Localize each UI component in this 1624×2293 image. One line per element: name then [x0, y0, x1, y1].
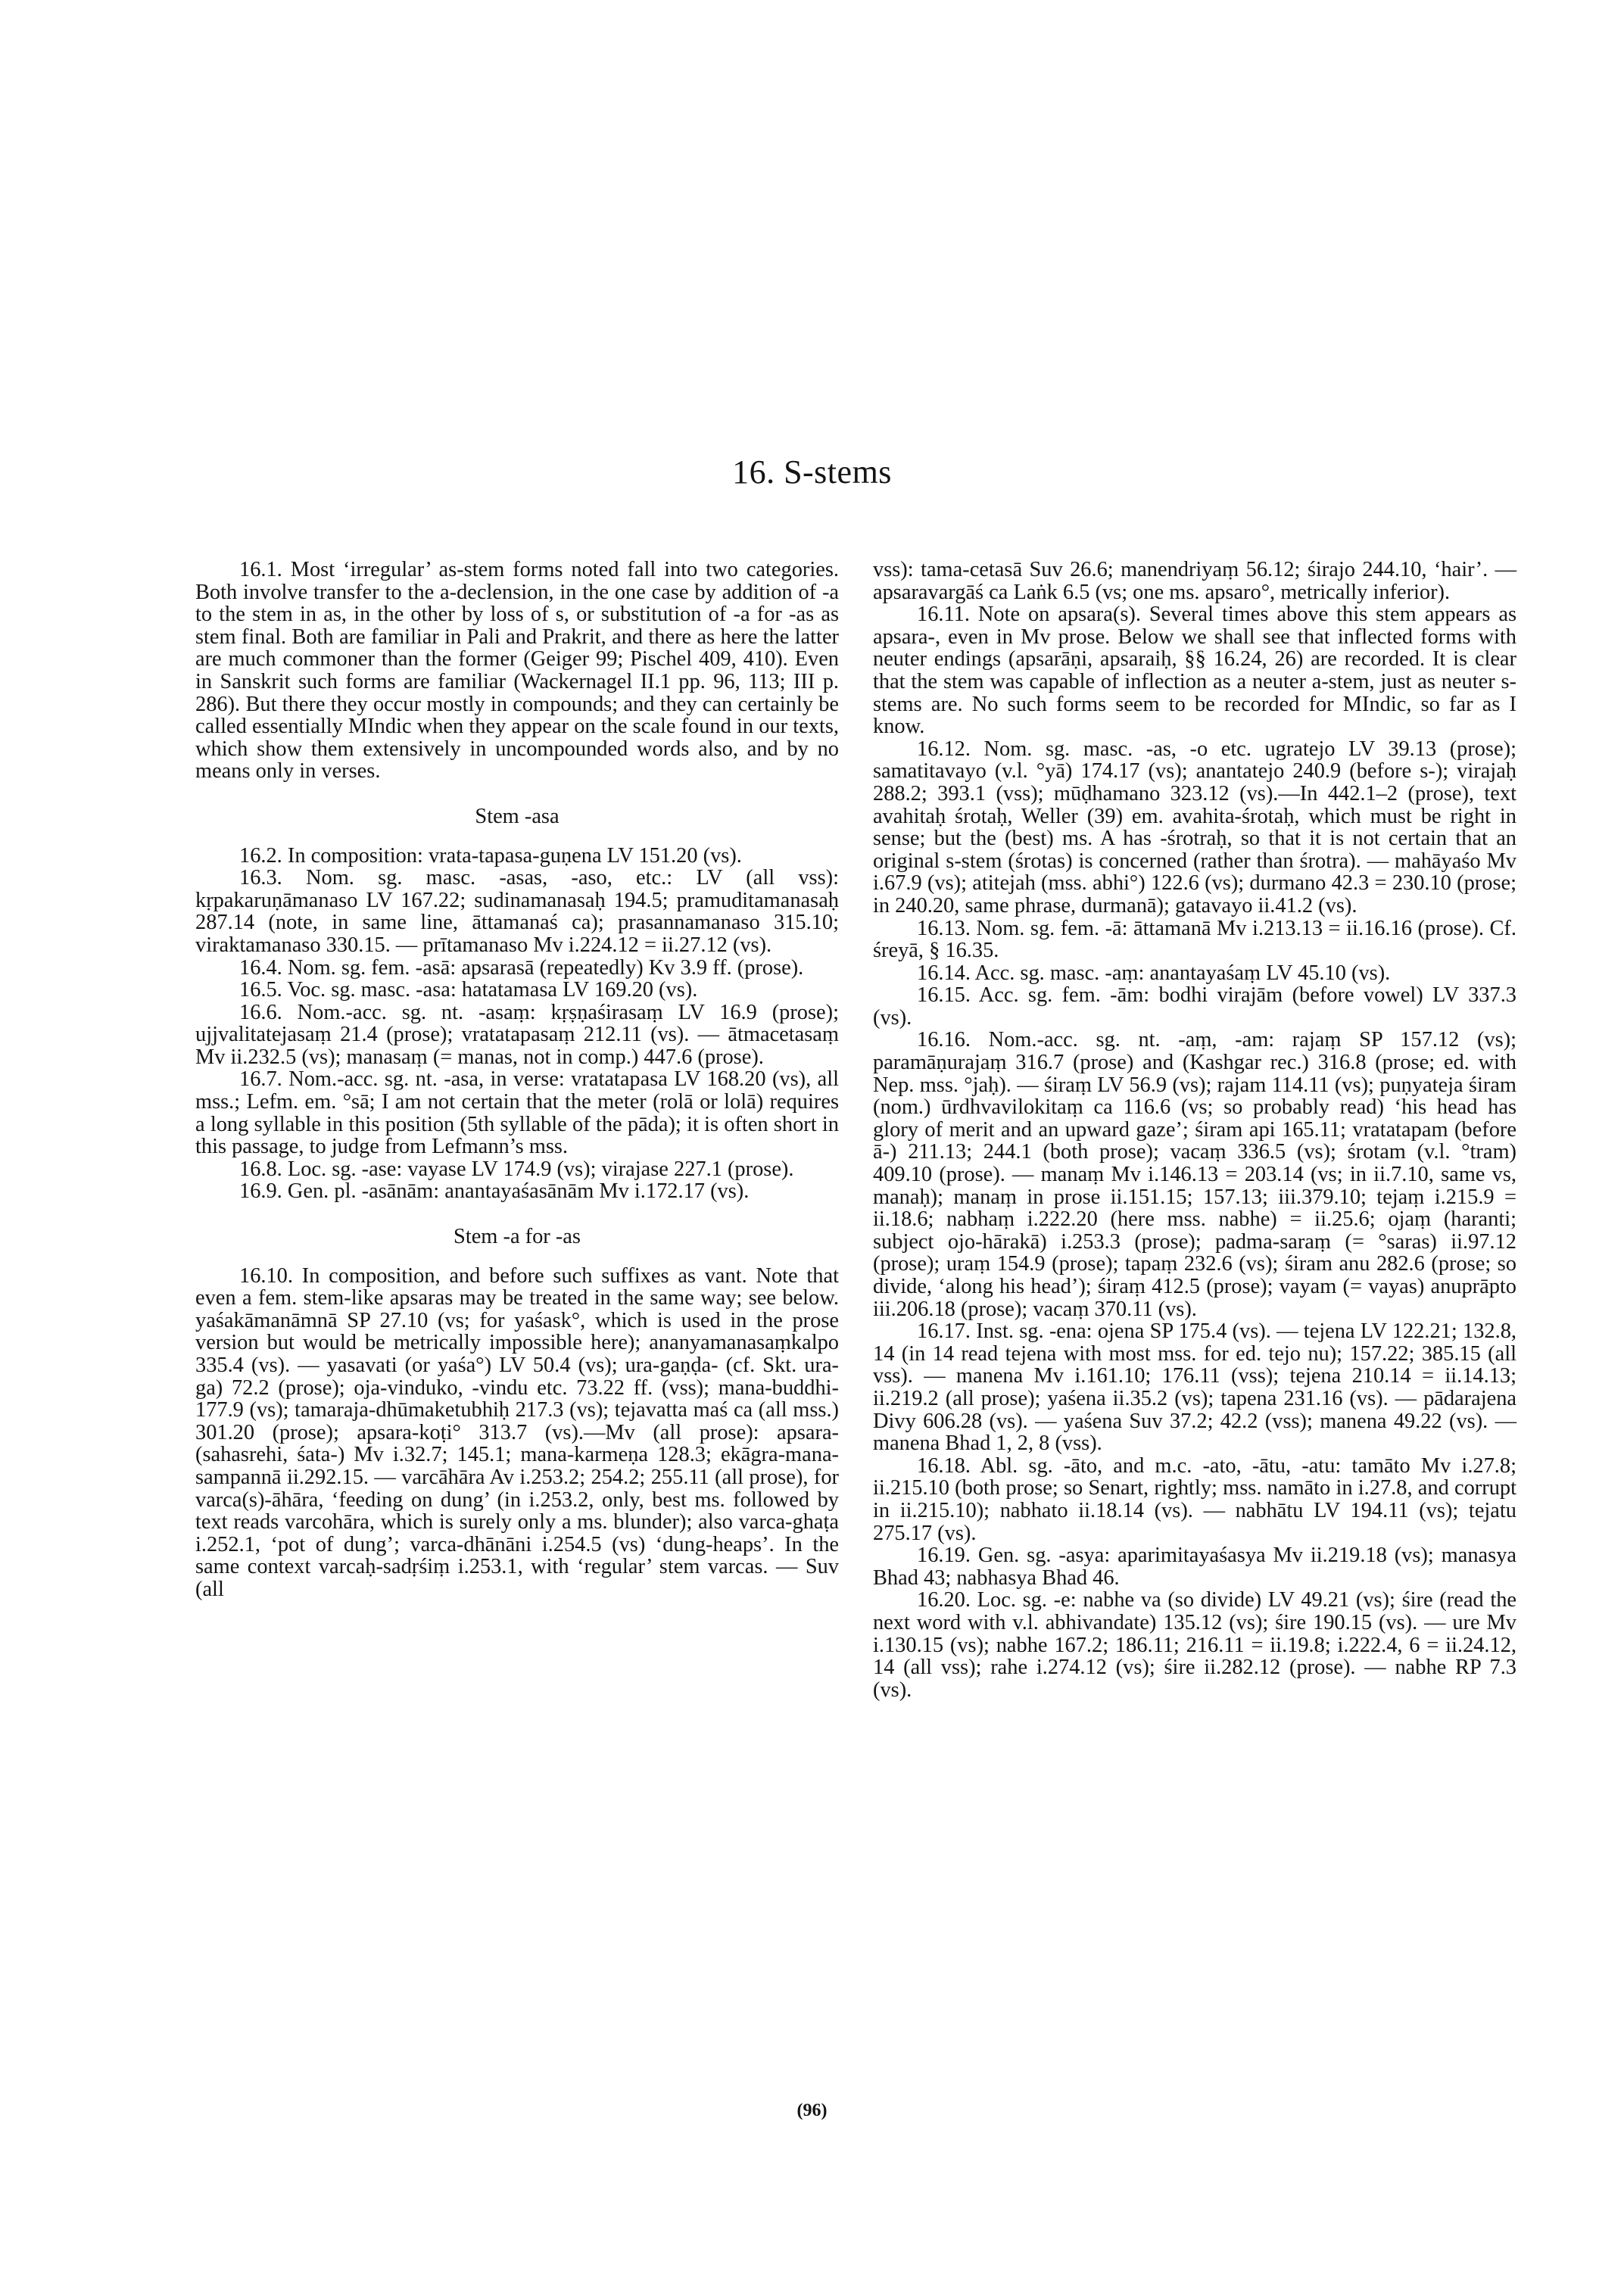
- paragraph-16-17: 16.17. Inst. sg. -ena: ojena SP 175.4 (vs). — tejena LV 122.21; 132.8, 14 (in 14 read tejena with most mss. for ed. tejo nu); 157.22; 385.15 (all vss). — manena Mv i.161.10; 176.11 (vss); tejena 210.14 = ii.14.13; ii.219.2 (all prose); yaśena ii.35.2 (vs); tapena 231.16 (vs). — pādarajena Divy 606.28 (vs). — yaśena Suv 37.2; 42.2 (vss); manena 49.22 (vs). — manena Bhad 1, 2, 8 (vss).: [873, 1319, 1516, 1456]
- paragraph-16-14: 16.14. Acc. sg. masc. -aṃ: anantayaśaṃ LV 45.10 (vs).: [917, 961, 1391, 985]
- paragraph-16-2: 16.2. In composition: vrata-tapasa-guṇena LV 151.20 (vs).: [239, 843, 742, 868]
- paragraph-16-20: 16.20. Loc. sg. -e: nabhe va (so divide) LV 49.21 (vs); śire (read the next word with v.l. abhivandate) 135.12 (vs); śire 190.15 (vs). — ure Mv i.130.15 (vs); nabhe 167.2; 186.11; 216.11 = ii.19.8; i.222.4, 6 = ii.24.12, 14 (all vss); rahe i.274.12 (vs); śire ii.282.12 (prose). — nabhe RP 7.3 (vs).: [873, 1588, 1516, 1702]
- paragraph-16-15: 16.15. Acc. sg. fem. -ām: bodhi virajām (before vowel) LV 337.3 (vs).: [873, 983, 1516, 1030]
- paragraph-16-10: 16.10. In composition, and before such suffixes as vant. Note that even a fem. stem-like apsaras may be treated in the same way; see below. yaśakāmanāmnā SP 27.10 (vs; for yaśask°, which is used in the prose version but would be metrically impossible here); ananyamanasaṃkalpo 335.4 (vs). — yasavati (or yaśa°) LV 50.4 (vs); ura-gaṇḍa- (cf. Skt. ura-ga) 72.2 (prose); oja-vinduko, -vindu etc. 73.22 ff. (vss); mana-buddhi- 177.9 (vs); tamaraja-dhūmaketubhiḥ 217.3 (vs); tejavatta maś ca (all mss.) 301.20 (prose); apsara-koṭi° 313.7 (vs).—Mv (all prose): apsara-(sahasrehi, śata-) Mv i.32.7; 145.1; mana-karmeṇa 128.3; ekāgra-mana-sampannā ii.292.15. — varcāhāra Av i.253.2; 254.2; 255.11 (all prose), for varca(s)-āhāra, ‘feeding on dung’ (in i.253.2, only, best ms. followed by text reads varcohāra, which is surely only a ms. blunder); also varca-ghaṭa i.252.1, ‘pot of dung’; varca-dhānāni i.254.5 (vs) ‘dung-heaps’. In the same context varcaḥ-sadṛśiṃ i.253.1, with ‘regular’ stem varcas. — Suv (all: [195, 1263, 839, 1601]
- page-number: (96): [796, 2101, 828, 2120]
- left-column: [195, 559, 839, 1601]
- paragraph-16-16: 16.16. Nom.-acc. sg. nt. -aṃ, -am: rajaṃ SP 157.12 (vs); paramāṇurajaṃ 316.7 (prose) and (Kashgar rec.) 316.8 (prose; ed. with Nep. mss. °jaḥ). — śiraṃ LV 56.9 (vs); rajam 114.11 (vs); puṇyateja śiram (nom.) ūrdhvavilokitaṃ ca 116.6 (vs; so probably read) ‘his head has glory of merit and an upward gaze’; śiram api 165.11; vratatapam (before ā-) 211.13; 244.1 (both prose); vacaṃ 336.5 (vs); śrotam (v.l. °tram) 409.10 (prose). — manaṃ Mv i.146.13 = 203.14 (vs; in ii.7.10, same vs, manaḥ); manaṃ in prose ii.151.15; 157.13; iii.379.10; tejaṃ i.215.9 = ii.18.6; nabhaṃ i.222.20 (here mss. nabhe) = ii.25.6; ojaṃ (haranti; subject ojo-hārakā) i.253.3 (prose); padma-saraṃ (= °saras) ii.97.12 (prose); uraṃ 154.9 (prose); tapaṃ 232.6 (vs); śiram anu 282.6 (prose; so divide, ‘along his head’); śiraṃ 412.5 (prose); vayam (= vayas) anuprāpto iii.206.18 (prose); vacaṃ 370.11 (vs).: [873, 1028, 1516, 1321]
- paragraph-16-9: 16.9. Gen. pl. -asānām: anantayaśasānām Mv i.172.17 (vs).: [239, 1179, 750, 1204]
- paragraph-16-1: 16.1. Most ‘irregular’ as-stem forms noted fall into two categories. Both involve transfer to the a-declension, in the one case by addition of -a to the stem in as, in the other by loss of s, or substitution of -a for -as as stem final. Both are familiar in Pali and Prakrit, and there as here the latter are much commoner than the former (Geiger 99; Pischel 409, 410). Even in Sanskrit such forms are familiar (Wackernagel II.1 pp. 96, 113; III p. 286). But there they occur mostly in compounds; and they can certainly be called essentially MIndic when they appear on the scale found in our texts, which show them extensively in uncompounded words also, and by no means only in verses.: [195, 558, 839, 784]
- paragraph-16-11: 16.11. Note on apsara(s). Several times above this stem appears as apsara-, even in Mv prose. Below we shall see that inflected forms with neuter endings (apsarāṇi, apsaraiḥ, §§ 16.24, 26) are recorded. It is clear that the stem was capable of inflection as a neuter a-stem, just as neuter s-stems are. No such forms seem to be recorded for MIndic, so far as I know.: [873, 603, 1516, 739]
- paragraph-16-13: 16.13. Nom. sg. fem. -ā: āttamanā Mv i.213.13 = ii.16.16 (prose). Cf. śreyā, § 16.35.: [873, 916, 1516, 963]
- paragraph-16-10-continued: vss): tama-cetasā Suv 26.6; manendriyaṃ 56.12; śirajo 244.10, ‘hair’. — apsaravargāś ca Laṅk 6.5 (vs; one ms. apsaro°, metrically inferior).: [873, 558, 1516, 604]
- paragraph-16-3: 16.3. Nom. sg. masc. -asas, -aso, etc.: LV (all vss): kṛpakaruṇāmanaso LV 167.22; sudinamanasaḥ 194.5; pramuditamanasaḥ 287.14 (note, in same line, āttamanaś ca); prasannamanaso 315.10; viraktamanaso 330.15. — prītamanaso Mv i.224.12 = ii.27.12 (vs).: [195, 866, 839, 957]
- paragraph-16-7: 16.7. Nom.-acc. sg. nt. -asa, in verse: vratatapasa LV 168.20 (vs), all mss.; Lefm. em. °sā; I am not certain that the meter (rolā or lolā) requires a long syllable in this position (5th syllable of the pāda); it is often short in this passage, to judge from Lefmann’s mss.: [195, 1067, 839, 1159]
- section-heading-stem-a-for-as: Stem -a for -as: [454, 1225, 581, 1249]
- page-title: 16. S-stems: [732, 453, 892, 491]
- paragraph-16-8: 16.8. Loc. sg. -ase: vayase LV 174.9 (vs); virajase 227.1 (prose).: [239, 1157, 794, 1181]
- paragraph-16-12: 16.12. Nom. sg. masc. -as, -o etc. ugratejo LV 39.13 (prose); samatitavayo (v.l. °yā) 174.17 (vs); anantatejo 240.9 (before s-); virajaḥ 288.2; 393.1 (vss); mūḍhamano 323.12 (vs).—In 442.1–2 (prose), text avahitaḥ śrotaḥ, Weller (39) em. avahita-śrotaḥ, which must be right in sense; but the (best) ms. A has -śrotraḥ, so that it is not certain that an original s-stem (śrotas) is concerned (rather than śrotra). — mahāyaśo Mv i.67.9 (vs); atitejah (mss. abhi°) 122.6 (vs); durmano 42.3 = 230.10 (prose; in 240.20, same phrase, durmanā); gatavayo ii.41.2 (vs).: [873, 737, 1516, 918]
- paragraph-16-19: 16.19. Gen. sg. -asya: aparimitayaśasya Mv ii.219.18 (vs); manasya Bhad 43; nabhasya Bhad 46.: [873, 1544, 1516, 1590]
- paragraph-16-6: 16.6. Nom.-acc. sg. nt. -asaṃ: kṛṣṇaśirasaṃ LV 16.9 (prose); ujjvalitatejasaṃ 21.4 (prose); vratatapasaṃ 212.11 (vs). — ātmacetasaṃ Mv ii.232.5 (vs); manasaṃ (= manas, not in comp.) 447.6 (prose).: [195, 1000, 839, 1069]
- paragraph-16-18: 16.18. Abl. sg. -āto, and m.c. -ato, -ātu, -atu: tamāto Mv i.27.8; ii.215.10 (both prose; so Senart, rightly; mss. namāto in i.27.8, and corrupt in ii.215.10); nabhato ii.18.14 (vs). — nabhātu LV 194.11 (vs); tejatu 275.17 (vs).: [873, 1453, 1516, 1545]
- paragraph-16-5: 16.5. Voc. sg. masc. -asa: hatatamasa LV 169.20 (vs).: [239, 978, 698, 1002]
- paragraph-16-4: 16.4. Nom. sg. fem. -asā: apsarasā (repeatedly) Kv 3.9 ff. (prose).: [239, 955, 804, 980]
- right-column: [873, 559, 1516, 1701]
- section-heading-stem-asa: Stem -asa: [475, 804, 560, 828]
